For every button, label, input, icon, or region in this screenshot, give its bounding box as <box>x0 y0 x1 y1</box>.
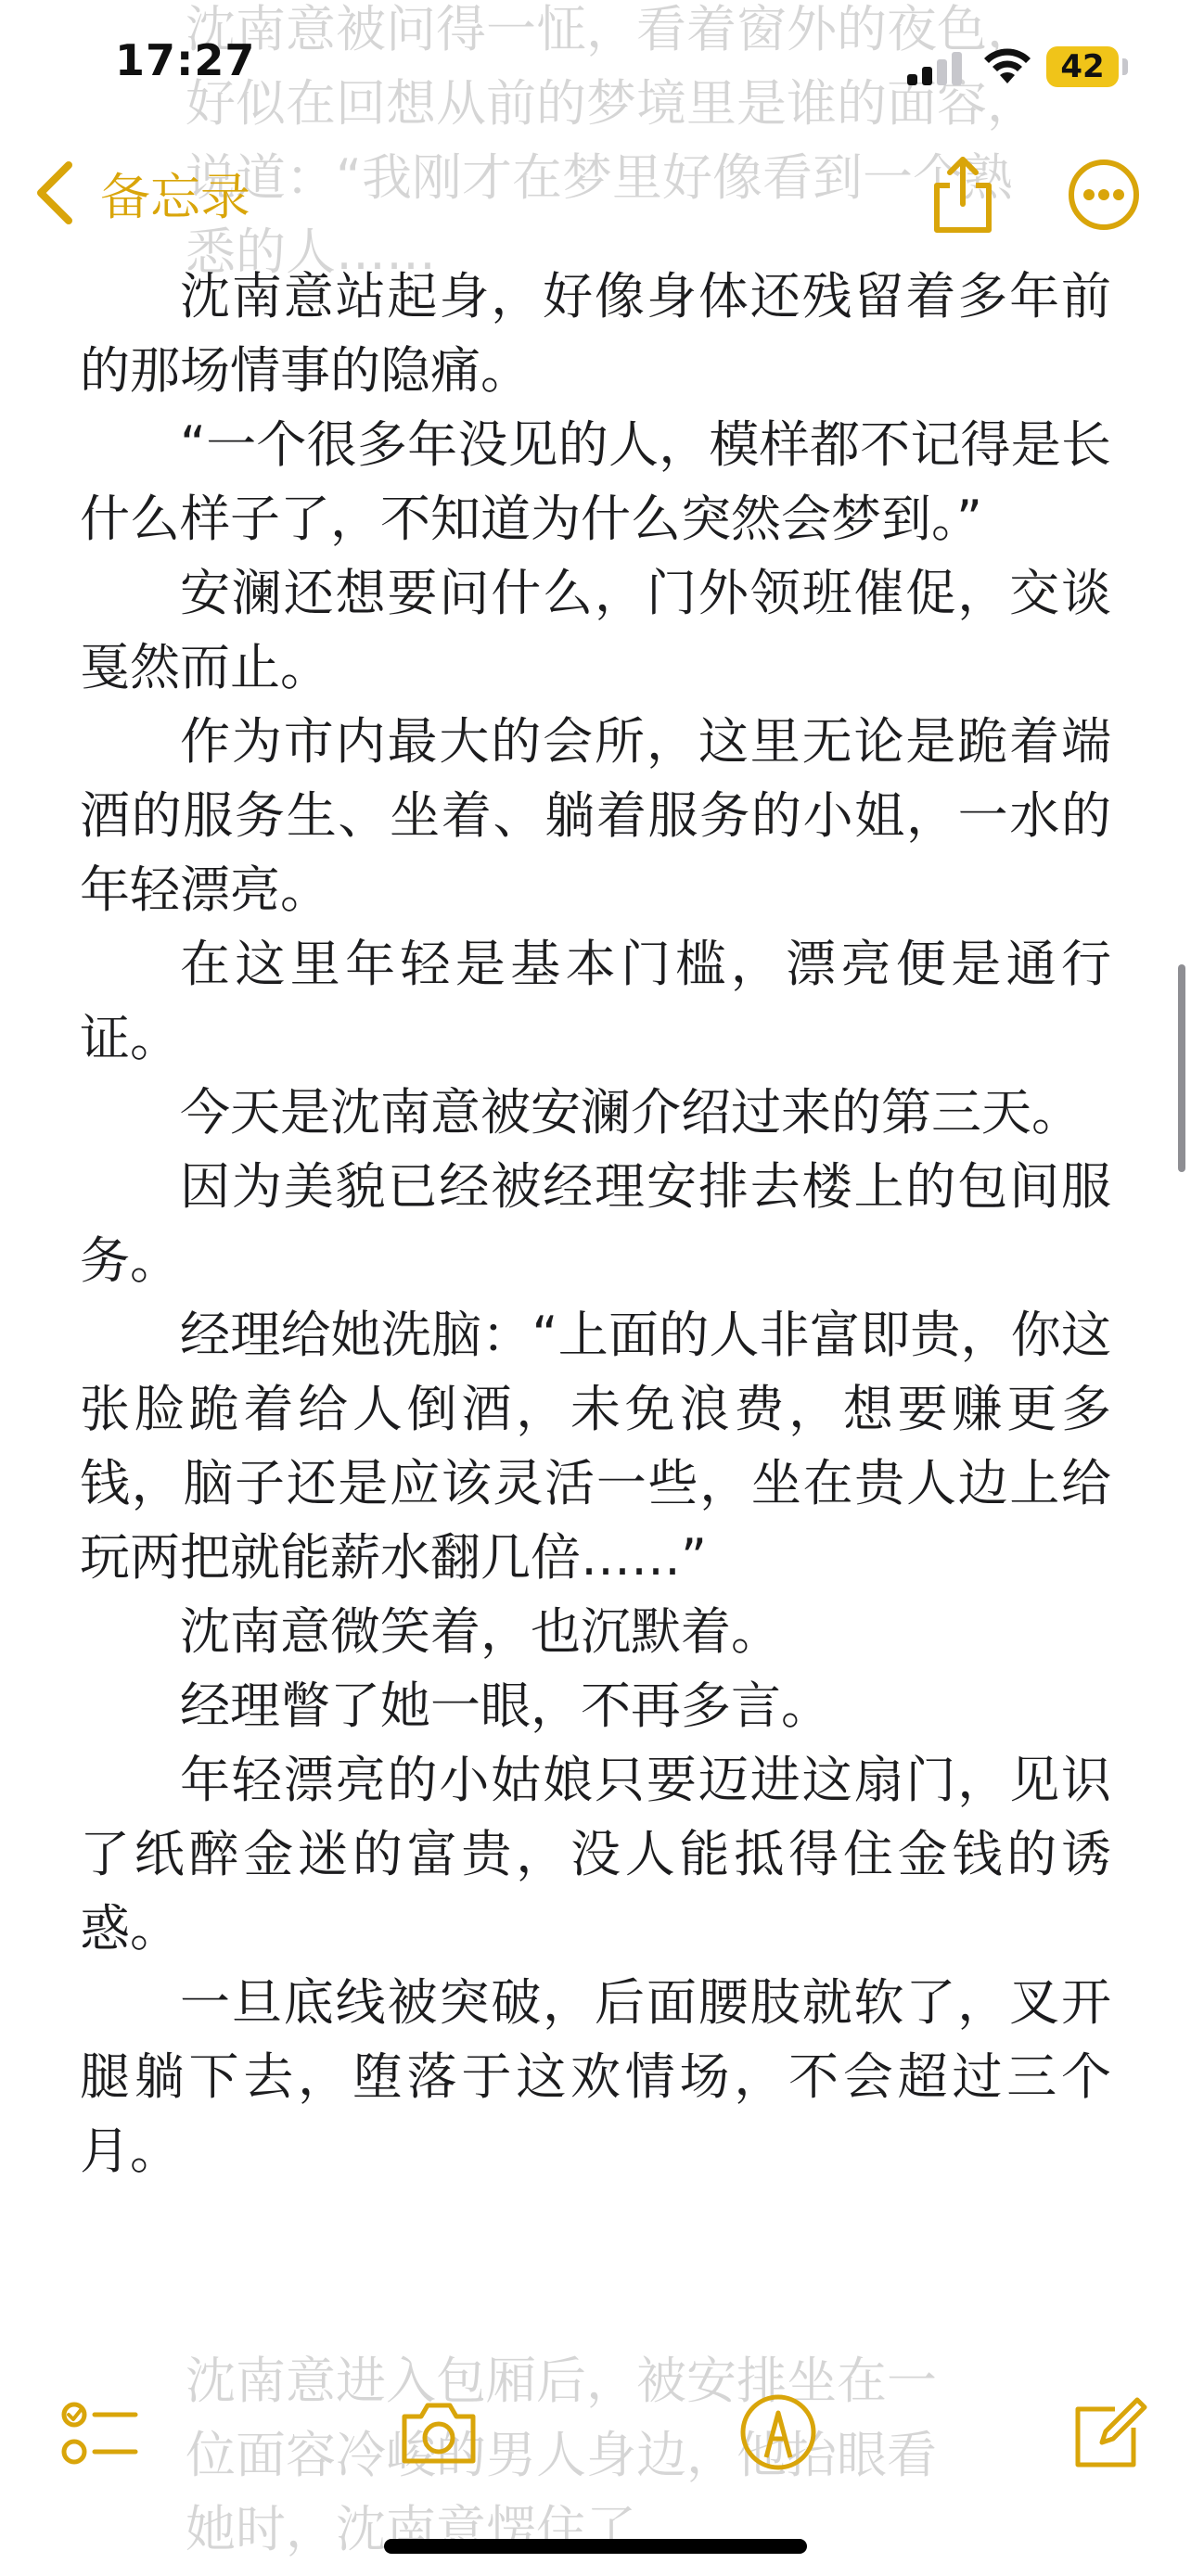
battery-level: 42 <box>1046 46 1119 87</box>
back-button[interactable] <box>33 156 250 230</box>
camera-icon[interactable] <box>397 2391 480 2474</box>
note-body[interactable] <box>80 260 1111 2188</box>
ghost-line: 她时，沈南意愣住了…… <box>186 2500 736 2558</box>
note-paragraph: 作为市内最大的会所，这里无论是跪着端酒的服务生、坐着、躺着服务的小姐，一水的年轻漂亮。 <box>80 712 1111 919</box>
ghost-line: 说道：“我刚才在梦里好像看到一个熟 <box>186 148 1013 207</box>
note-paragraph: 年轻漂亮的小姑娘只要迈进这扇门，见识了纸醉金迷的富贵，没人能抵得住金钱的诱惑。 <box>80 1751 1111 1958</box>
back-label: 备忘录 <box>100 167 250 226</box>
ghost-line: 沈南意进入包厢后，被安排坐在一 <box>186 2352 937 2410</box>
markup-pen-icon[interactable] <box>736 2391 820 2474</box>
note-paragraph: 一旦底线被突破，后面腰肢就软了，叉开腿躺下去，堕落于这欢情场，不会超过三个月。 <box>80 1973 1111 2180</box>
cellular-signal-icon <box>907 52 965 85</box>
home-indicator[interactable] <box>384 2539 807 2554</box>
note-paragraph: 沈南意微笑着，也沉默着。 <box>180 1602 781 1661</box>
ghost-line: 好似在回想从前的梦境里是谁的面容， <box>186 74 1037 133</box>
ghost-line: 位面容冷峻的男人身边，他抬眼看 <box>186 2426 937 2484</box>
bottom-toolbar <box>0 2374 1191 2485</box>
note-paragraph: 在这里年轻是基本门槛，漂亮便是通行证。 <box>80 935 1111 1067</box>
note-paragraph: 今天是沈南意被安澜介绍过来的第三天。 <box>180 1083 1082 1141</box>
ghost-line: 沈南意被问得一怔，看着窗外的夜色， <box>186 0 1037 58</box>
checklist-icon[interactable] <box>58 2391 141 2474</box>
note-paragraph: 安澜还想要问什么，门外领班催促，交谈戛然而止。 <box>80 564 1111 696</box>
more-options-icon[interactable] <box>1067 158 1141 232</box>
status-bar <box>0 0 1191 130</box>
compose-icon[interactable] <box>1069 2391 1152 2474</box>
note-paragraph: 经理瞥了她一眼，不再多言。 <box>180 1677 831 1735</box>
note-paragraph: 因为美貌已经被经理安排去楼上的包间服务。 <box>80 1157 1111 1290</box>
note-paragraph: 沈南意站起身，好像身体还残留着多年前的那场情事的隐痛。 <box>80 267 1111 400</box>
note-paragraph: 经理给她洗脑：“上面的人非富即贵，你这张脸跪着给人倒酒，未免浪费，想要赚更多钱，脑子还是应该灵活一些，坐在贵人边上给玩两把就能薪水翻几倍……” <box>80 1306 1111 1587</box>
status-time: 17:27 <box>115 35 256 85</box>
share-icon[interactable] <box>928 152 998 236</box>
wifi-icon <box>981 46 1033 87</box>
battery-tip <box>1122 58 1128 75</box>
chevron-left-icon <box>33 159 78 226</box>
note-paragraph: “一个很多年没见的人，模样都不记得是长什么样子了，不知道为什么突然会梦到。” <box>80 415 1111 548</box>
scroll-indicator[interactable] <box>1178 964 1185 1172</box>
ghost-line: 悉的人…… <box>186 223 436 281</box>
navigation-bar <box>0 139 1191 250</box>
